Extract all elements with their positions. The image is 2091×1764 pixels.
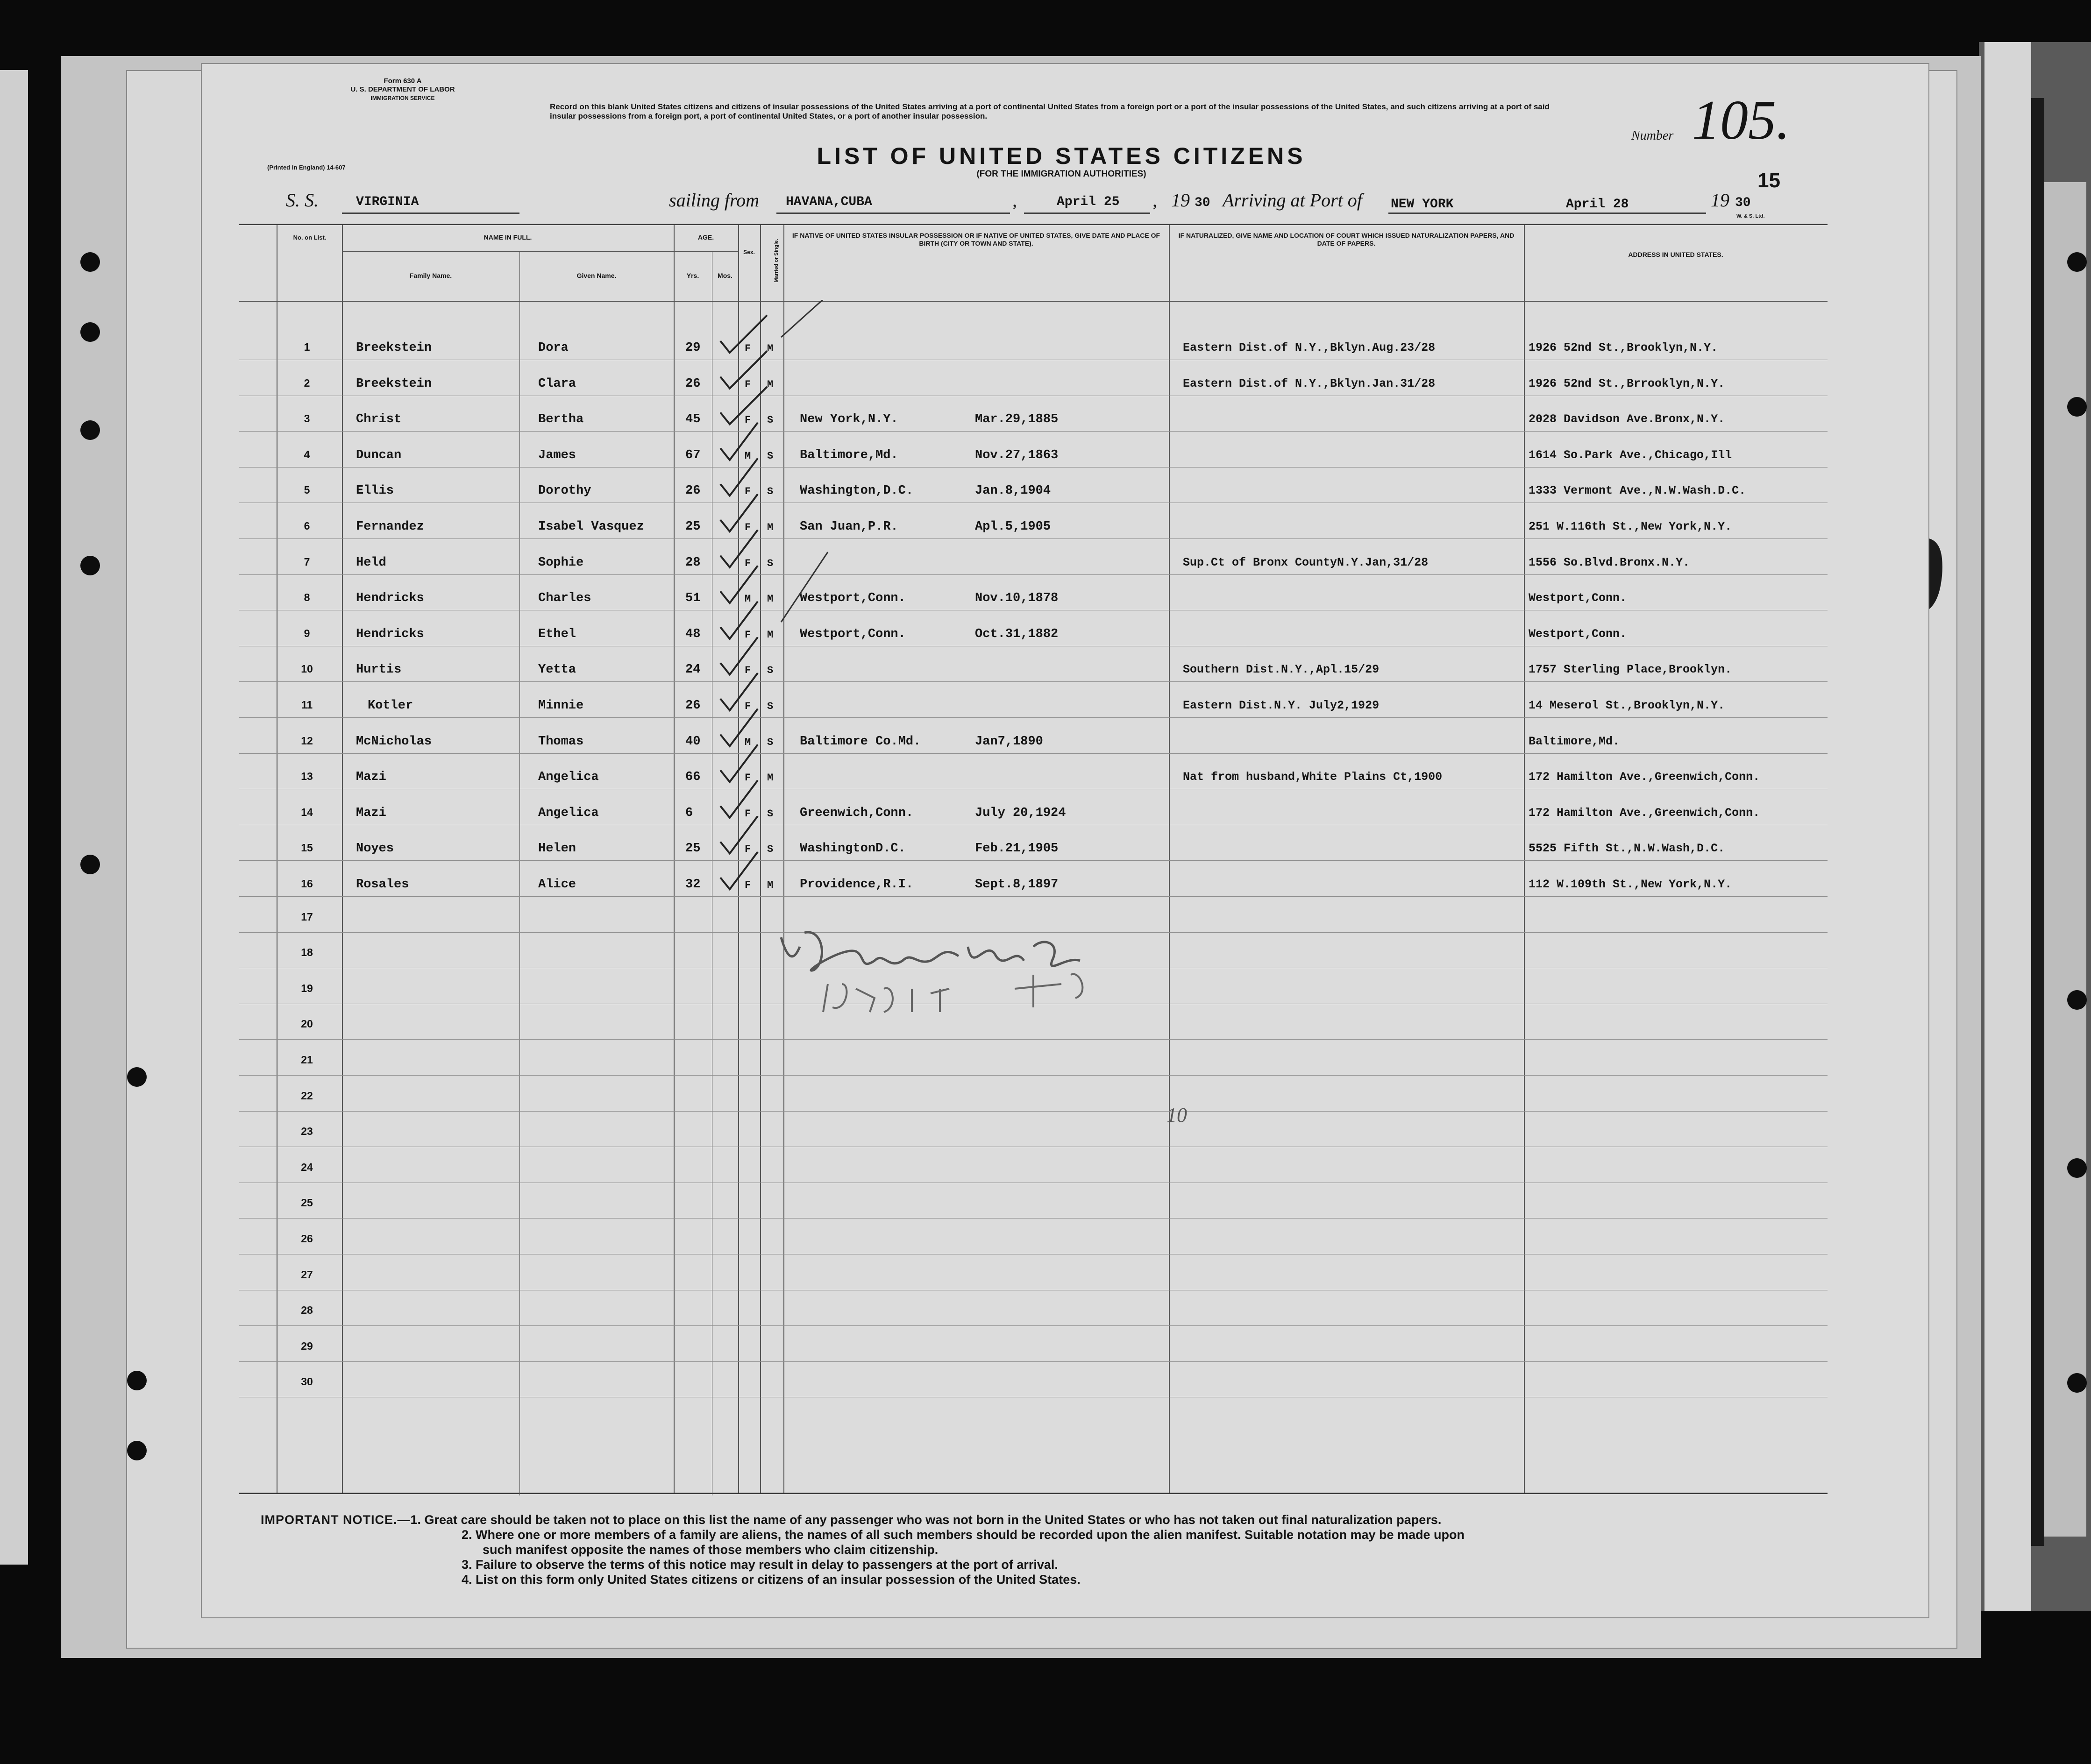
birth-date: Mar.29,1885	[975, 412, 1059, 427]
table-row	[239, 690, 1828, 726]
family-name: Duncan	[356, 448, 402, 462]
arrival-year-prefix: 19	[1711, 190, 1729, 211]
given-name: Ethel	[538, 627, 576, 641]
checkmark-icon	[720, 602, 758, 639]
naturalization-court: Nat from husband,White Plains Ct,1900	[1183, 770, 1443, 784]
checkmark-icon	[720, 852, 758, 889]
table-row	[239, 726, 1828, 762]
table-row	[239, 833, 1828, 869]
us-address: 1614 So.Park Ave.,Chicago,Ill	[1529, 448, 1732, 462]
table-row	[239, 869, 1828, 905]
table-row	[239, 1370, 1828, 1405]
given-name: Dorothy	[538, 484, 591, 498]
page-subtitle: (FOR THE IMMIGRATION AUTHORITIES)	[976, 169, 1146, 179]
sex-value: F	[745, 879, 751, 891]
col-given: Given Name.	[576, 272, 617, 279]
us-address: 1757 Sterling Place,Brooklyn.	[1529, 663, 1732, 677]
family-name: Rosales	[356, 878, 409, 892]
col-family: Family Name.	[409, 272, 452, 279]
us-address: 112 W.109th St.,New York,N.Y.	[1529, 878, 1732, 891]
departure-date: April 25	[1057, 195, 1120, 209]
checkmark-icon	[720, 458, 758, 496]
row-number: 20	[301, 1018, 313, 1030]
department-name: U. S. DEPARTMENT OF LABOR	[350, 85, 455, 93]
table-row	[239, 1155, 1828, 1191]
birth-place: Westport,Conn.	[800, 627, 906, 641]
table-row	[239, 1334, 1828, 1370]
table-row	[239, 475, 1828, 511]
marital-status: M	[767, 522, 774, 533]
us-address: 14 Meserol St.,Brooklyn,N.Y.	[1529, 699, 1725, 712]
given-name: Clara	[538, 376, 576, 391]
given-name: Sophie	[538, 555, 584, 570]
comma: ,	[1152, 190, 1157, 211]
inspector-signature	[772, 919, 1211, 1031]
notice-item-2-cont: such manifest opposite the names of those members who claim citizenship.	[483, 1543, 939, 1557]
naturalization-court: Eastern Dist.of N.Y.,Bklyn.Aug.23/28	[1183, 341, 1436, 354]
family-name: McNicholas	[356, 734, 432, 749]
row-number: 21	[301, 1054, 313, 1066]
col-native: IF NATIVE OF UNITED STATES INSULAR POSSESSION OR IF NATIVE OF UNITED STATES, GIVE DATE AND PLACE OF BIRTH (CITY OR TOWN AND STATE).	[792, 232, 1160, 247]
age-years: 26	[685, 484, 701, 498]
sex-value: M	[745, 450, 751, 462]
sex-value: M	[745, 736, 751, 748]
family-name: Fernandez	[356, 520, 424, 534]
row-number: 8	[304, 591, 310, 604]
us-address: 2028 Davidson Ave.Bronx,N.Y.	[1529, 412, 1725, 426]
birth-place: WashingtonD.C.	[800, 842, 906, 856]
row-number: 18	[301, 946, 313, 959]
given-name: James	[538, 448, 576, 462]
us-address: 172 Hamilton Ave.,Greenwich,Conn.	[1529, 806, 1760, 820]
family-name: Christ	[356, 412, 402, 427]
punch-hole	[2067, 1158, 2087, 1178]
birth-place: Baltimore,Md.	[800, 448, 898, 462]
col-yrs: Yrs.	[686, 272, 699, 279]
sex-value: F	[745, 522, 751, 533]
number-label: Number	[1631, 128, 1674, 143]
row-number: 14	[301, 806, 313, 818]
marital-status: S	[767, 736, 774, 748]
row-number: 26	[301, 1233, 313, 1245]
birth-date: July 20,1924	[975, 806, 1066, 820]
sex-value: F	[745, 629, 751, 641]
service-name: IMMIGRATION SERVICE	[370, 95, 435, 101]
sex-value: F	[745, 343, 751, 354]
birth-date: Sept.8,1897	[975, 878, 1059, 892]
col-no: No. on List.	[293, 234, 327, 241]
birth-date: Nov.27,1863	[975, 448, 1059, 462]
given-name: Minnie	[538, 699, 584, 713]
punch-hole	[2067, 252, 2087, 272]
checkmark-icon	[720, 744, 758, 782]
comma: ,	[1012, 190, 1017, 211]
us-address: 251 W.116th St.,New York,N.Y.	[1529, 520, 1732, 533]
checkmark-icon	[720, 637, 758, 677]
naturalization-court: Sup.Ct of Bronx CountyN.Y.Jan,31/28	[1183, 555, 1429, 569]
us-address: 172 Hamilton Ave.,Greenwich,Conn.	[1529, 770, 1760, 784]
arrival-year: 30	[1735, 196, 1751, 210]
punch-hole	[127, 1441, 147, 1460]
col-married: Married or Single.	[774, 239, 779, 283]
row-number: 15	[301, 842, 313, 854]
given-name: Charles	[538, 591, 591, 606]
row-number: 9	[304, 627, 310, 639]
row-number: 16	[301, 878, 313, 890]
punch-hole	[80, 322, 100, 342]
sex-value: F	[745, 772, 751, 784]
checkmark-icon	[720, 780, 758, 818]
birth-date: Oct.31,1882	[975, 627, 1059, 641]
us-address: 1333 Vermont Ave.,N.W.Wash.D.C.	[1529, 484, 1746, 498]
table-row	[239, 368, 1828, 404]
departure-port: HAVANA,CUBA	[786, 195, 872, 209]
row-number: 3	[304, 412, 310, 425]
family-name: Held	[356, 555, 386, 570]
row-number: 28	[301, 1304, 313, 1317]
table-row	[239, 654, 1828, 690]
row-number: 17	[301, 910, 313, 923]
punch-hole	[127, 1067, 147, 1087]
marital-status: S	[767, 808, 774, 820]
punch-hole	[80, 556, 100, 575]
col-age: AGE.	[697, 234, 714, 241]
given-name: Angelica	[538, 770, 599, 785]
row-number: 5	[304, 484, 310, 496]
punch-hole	[2067, 397, 2087, 417]
list-number: 105.	[1692, 89, 1790, 151]
table-row	[239, 1119, 1828, 1155]
page-title: LIST OF UNITED STATES CITIZENS	[817, 143, 1306, 169]
departure-year: 30	[1195, 196, 1210, 210]
row-number: 22	[301, 1089, 313, 1102]
age-years: 48	[685, 627, 701, 641]
checkmark-icon	[720, 816, 758, 856]
sex-value: M	[745, 593, 751, 605]
ditto-stroke-icon	[781, 552, 828, 622]
age-years: 25	[685, 520, 701, 534]
punch-hole	[80, 252, 100, 272]
intro-text: Record on this blank United States citizens and citizens of insular possessions of the United States arriving at a port of continental United States from a foreign port or a port of the insular possessions of the United States, and such citizens arriving at a port of said insular possessions from a foreign port, a port of continental United States, or a port of another insular possession.	[550, 102, 1550, 120]
marital-status: S	[767, 450, 774, 462]
age-years: 51	[685, 591, 701, 606]
row-number: 4	[304, 448, 310, 460]
col-mos: Mos.	[718, 272, 733, 279]
family-name: Hendricks	[356, 627, 424, 641]
arrival-port: NEW YORK	[1391, 197, 1454, 212]
naturalization-court: Eastern Dist.of N.Y.,Bklyn.Jan.31/28	[1183, 376, 1436, 390]
row-number: 10	[301, 663, 313, 675]
given-name: Isabel Vasquez	[538, 520, 644, 534]
checkmark-icon	[720, 709, 758, 746]
age-years: 26	[685, 376, 701, 391]
us-address: Westport,Conn.	[1529, 591, 1627, 605]
row-number: 7	[304, 555, 310, 568]
us-address: Baltimore,Md.	[1529, 734, 1620, 748]
row-number: 2	[304, 376, 310, 389]
table-row	[239, 511, 1828, 547]
birth-date: Nov.10,1878	[975, 591, 1059, 606]
family-name: Hurtis	[356, 663, 402, 677]
given-name: Dora	[538, 341, 569, 355]
checkmark-icon	[720, 673, 758, 710]
punch-hole	[2067, 990, 2087, 1010]
notice-item-3: 3. Failure to observe the terms of this notice may result in delay to passengers at the port of arrival.	[462, 1558, 1058, 1572]
arriving-label: Arriving at Port of	[1223, 190, 1362, 211]
birth-place: San Juan,P.R.	[800, 520, 898, 534]
form-number: Form 630 A	[384, 77, 422, 85]
us-address: Westport,Conn.	[1529, 627, 1627, 641]
table-row	[239, 1227, 1828, 1262]
table-row	[239, 1191, 1828, 1226]
pencil-mark: 10	[1166, 1104, 1187, 1126]
birth-place: Washington,D.C.	[800, 484, 914, 498]
printed-note: (Printed in England) 14-607	[267, 164, 346, 171]
punch-hole	[80, 855, 100, 874]
checkmark-icon	[720, 423, 758, 460]
age-years: 66	[685, 770, 701, 785]
row-number: 29	[301, 1339, 313, 1352]
us-address: 1926 52nd St.,Brooklyn,N.Y.	[1529, 341, 1718, 354]
family-name: Kotler	[368, 699, 413, 713]
row-number: 12	[301, 734, 313, 747]
table-row	[239, 1084, 1828, 1119]
checkmark-icon	[720, 566, 758, 603]
sex-value: F	[745, 378, 751, 390]
age-years: 28	[685, 555, 701, 570]
printer-mark: W. & S. Ltd.	[1736, 213, 1765, 219]
age-years: 67	[685, 448, 701, 462]
departure-year-prefix: 19	[1171, 190, 1190, 211]
us-address: 5525 Fifth St.,N.W.Wash,D.C.	[1529, 842, 1725, 856]
row-number: 23	[301, 1125, 313, 1138]
table-row	[239, 333, 1828, 368]
marital-status: M	[767, 378, 774, 390]
table-row	[239, 1263, 1828, 1298]
col-sex: Sex.	[743, 249, 755, 255]
birth-date: Jan.8,1904	[975, 484, 1051, 498]
row-number: 24	[301, 1161, 313, 1173]
birth-place: Westport,Conn.	[800, 591, 906, 606]
family-name: Hendricks	[356, 591, 424, 606]
checkmark-icon	[720, 315, 767, 353]
checkmark-icon	[720, 494, 758, 531]
age-years: 32	[685, 878, 701, 892]
checkmark-icon	[720, 351, 767, 389]
naturalization-court: Southern Dist.N.Y.,Apl.15/29	[1183, 663, 1380, 677]
marital-status: S	[767, 701, 774, 712]
given-name: Bertha	[538, 412, 584, 427]
ditto-stroke-icon	[781, 300, 828, 337]
table-row	[239, 404, 1828, 439]
given-name: Yetta	[538, 663, 576, 677]
punch-hole	[127, 1371, 147, 1390]
marital-status: S	[767, 486, 774, 498]
binder-left-edge	[0, 70, 28, 1565]
birth-date: Feb.21,1905	[975, 842, 1059, 856]
col-name: NAME IN FULL.	[484, 234, 532, 241]
age-years: 25	[685, 842, 701, 856]
manifest-sheet	[201, 63, 1929, 1618]
marital-status: S	[767, 414, 774, 426]
given-name: Thomas	[538, 734, 584, 749]
us-address: 1556 So.Blvd.Bronx.N.Y.	[1529, 555, 1690, 569]
table-row	[239, 1298, 1828, 1334]
marital-status: M	[767, 879, 774, 891]
age-years: 45	[685, 412, 701, 427]
family-name: Mazi	[356, 806, 386, 820]
col-address: ADDRESS IN UNITED STATES.	[1628, 251, 1723, 258]
notice-item-2: 2. Where one or more members of a family are aliens, the names of all such members should be recorded upon the alien manifest. Suitable notation may be made upon	[462, 1528, 1465, 1542]
notice-label: IMPORTANT NOTICE.—	[261, 1513, 411, 1527]
sex-value: F	[745, 665, 751, 677]
birth-place: Providence,R.I.	[800, 878, 914, 892]
sex-value: F	[745, 557, 751, 569]
marital-status: S	[767, 557, 774, 569]
sex-value: F	[745, 808, 751, 820]
marital-status: M	[767, 343, 774, 354]
marital-status: M	[767, 629, 774, 641]
table-row	[239, 762, 1828, 797]
row-number: 30	[301, 1375, 313, 1388]
sex-value: F	[745, 486, 751, 498]
age-years: 6	[685, 806, 693, 820]
checkmark-icon	[720, 387, 767, 424]
family-name: Ellis	[356, 484, 394, 498]
sex-value: F	[745, 843, 751, 856]
birth-place: Greenwich,Conn.	[800, 806, 914, 820]
punch-hole	[2067, 1373, 2087, 1393]
row-number: 25	[301, 1197, 313, 1209]
col-naturalized: IF NATURALIZED, GIVE NAME AND LOCATION OF COURT WHICH ISSUED NATURALIZATION PAPERS, AND DATE OF PAPERS.	[1178, 232, 1515, 247]
passenger-table	[239, 224, 1828, 1494]
table-row	[239, 547, 1828, 583]
sailing-label: sailing from	[669, 190, 759, 211]
arrival-date: April 28	[1566, 197, 1629, 212]
birth-date: Apl.5,1905	[975, 520, 1051, 534]
table-row	[239, 798, 1828, 833]
table-row	[239, 440, 1828, 475]
marital-status: S	[767, 665, 774, 677]
checkmark-icon	[720, 530, 758, 567]
given-name: Angelica	[538, 806, 599, 820]
sex-value: F	[745, 414, 751, 426]
family-name: Breekstein	[356, 376, 432, 391]
marital-status: M	[767, 593, 774, 605]
table-row	[239, 583, 1828, 618]
naturalization-court: Eastern Dist.N.Y. July2,1929	[1183, 699, 1380, 712]
age-years: 26	[685, 699, 701, 713]
age-years: 29	[685, 341, 701, 355]
table-row	[239, 619, 1828, 654]
marital-status: M	[767, 772, 774, 784]
row-number: 13	[301, 770, 313, 783]
family-name: Breekstein	[356, 341, 432, 355]
birth-date: Jan7,1890	[975, 734, 1043, 749]
row-number: 1	[304, 341, 310, 353]
marital-status: S	[767, 843, 774, 856]
us-address: 1926 52nd St.,Brrooklyn,N.Y.	[1529, 376, 1725, 390]
ship-name: VIRGINIA	[356, 195, 419, 209]
row-number: 11	[301, 699, 313, 711]
sex-value: F	[745, 701, 751, 712]
row-number: 27	[301, 1268, 313, 1281]
family-name: Noyes	[356, 842, 394, 856]
notice-item-1: 1. Great care should be taken not to place on this list the name of any passenger who was not born in the United States or who has not taken out final naturalization papers.	[410, 1513, 1442, 1527]
page-number: 15	[1757, 169, 1780, 192]
birth-place: New York,N.Y.	[800, 412, 898, 427]
age-years: 24	[685, 663, 701, 677]
given-name: Helen	[538, 842, 576, 856]
row-number: 6	[304, 520, 310, 532]
notice-item-4: 4. List on this form only United States citizens or citizens of an insular possession of the United States.	[462, 1573, 1081, 1587]
given-name: Alice	[538, 878, 576, 892]
family-name: Mazi	[356, 770, 386, 785]
punch-hole	[80, 420, 100, 440]
row-number: 19	[301, 982, 313, 994]
ss-label: S. S.	[286, 190, 319, 211]
birth-place: Baltimore Co.Md.	[800, 734, 921, 749]
age-years: 40	[685, 734, 701, 749]
table-row	[239, 1048, 1828, 1084]
